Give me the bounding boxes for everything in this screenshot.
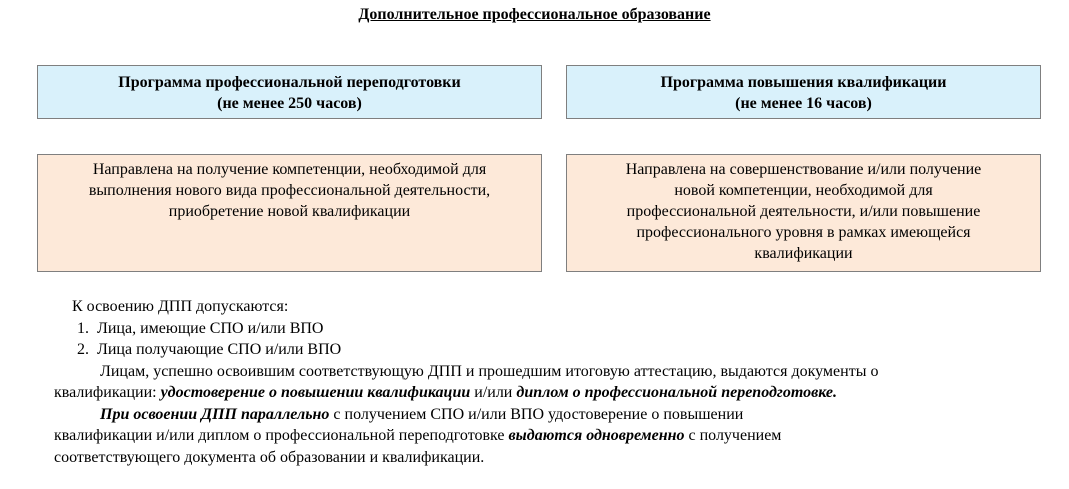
documents-paragraph-line <box>54 382 837 403</box>
advanced-desc-line: новой компетенции, необходимой для <box>674 182 933 199</box>
admission-intro: К освоению ДПП допускаются: <box>72 298 289 315</box>
parallel-paragraph-line <box>54 425 781 446</box>
advanced-hours: (не менее 16 часов) <box>735 95 872 112</box>
emphasis-text: При освоении ДПП параллельно <box>100 406 330 423</box>
advanced-desc-line: квалификации <box>754 245 853 262</box>
plain-text: квалификации: <box>54 384 161 401</box>
list-text: Лица получающие СПО и/или ВПО <box>97 341 342 358</box>
parallel-paragraph-line: соответствующего документа об образовании и квалификации. <box>54 449 485 466</box>
retraining-desc-line: приобретение новой квалификации <box>168 203 411 220</box>
page-title: Дополнительное профессиональное образование <box>358 6 711 23</box>
retraining-program-description <box>37 154 542 272</box>
plain-text: и/или <box>470 384 517 401</box>
list-number: 1. <box>77 320 89 337</box>
retraining-desc-line: Направлена на получение компетенции, необходимой для <box>92 161 487 178</box>
advanced-desc-line: профессиональной деятельности, и/или повышение <box>626 203 981 220</box>
list-item <box>77 318 323 339</box>
list-text: Лица, имеющие СПО и/или ВПО <box>97 320 324 337</box>
emphasis-text: диплом о профессиональной переподготовке. <box>516 384 837 401</box>
plain-text: квалификации и/или диплом о профессиональной переподготовке <box>54 427 509 444</box>
retraining-hours: (не менее 250 часов) <box>217 95 362 112</box>
emphasis-text: удостоверение о повышении квалификации <box>160 384 471 401</box>
advanced-title: Программа повышения квалификации <box>660 74 947 91</box>
retraining-program-header <box>37 65 542 119</box>
plain-text: с получением СПО и/или ВПО удостоверение о повышении <box>329 406 744 423</box>
list-number: 2. <box>77 341 89 358</box>
retraining-desc-line: выполнения нового вида профессиональной деятельности, <box>88 182 491 199</box>
plain-text: с получением <box>684 427 782 444</box>
emphasis-text: выдаются одновременно <box>508 427 685 444</box>
parallel-paragraph-line <box>100 404 743 425</box>
advanced-program-description <box>566 154 1041 272</box>
advanced-desc-line: Направлена на совершенствование и/или получение <box>625 161 982 178</box>
list-item <box>77 339 341 360</box>
advanced-desc-line: профессионального уровня в рамках имеющейся <box>636 224 971 241</box>
advanced-program-header <box>566 65 1041 119</box>
documents-paragraph-line: Лицам, успешно освоившим соответствующую ДПП и прошедшим итоговую аттестацию, выдаются документы о <box>100 363 879 380</box>
retraining-title: Программа профессиональной переподготовки <box>118 74 461 91</box>
